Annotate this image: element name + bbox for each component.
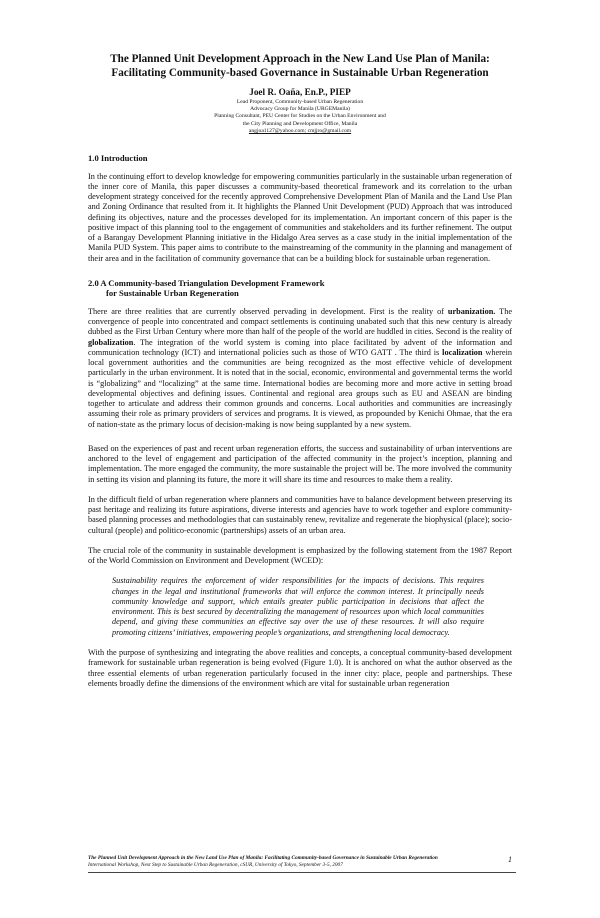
heading-text: 1.0 Introduction bbox=[88, 153, 148, 164]
paper-page bbox=[88, 52, 512, 699]
experiences-paragraph: Based on the experiences of past and recent urban regeneration efforts, the success and sustainability of urban interventions are anchored to the level of engagement and participation of the affected community in the project’s inception, planning and implementation. The more engaged the community, the more sustainable the project will be. The more involved the community in setting its vision and planning its future, the more it will share its time and resources to make them a reality. bbox=[88, 443, 512, 484]
synthesis-paragraph: With the purpose of synthesizing and integrating the above realities and concepts, a conceptual community-based development framework for sustainable urban regeneration is being evolved (Figure 1.0). It is anchored on what the author observed as the three essential elements of urban regeneration particularly focused in the inner city: place, people and partnerships. These elements broadly define the dimensions of the environment which are vital for sustainable urban regeneration bbox=[88, 648, 512, 688]
wced-quote: Sustainability requires the enforcement of wider responsibilities for the impacts of decisions. This requires changes in the legal and institutional frameworks that will enforce the common interest. It principally needs community knowledge and support, which entails greater public participation in decisions that affect the environment. This is best secured by decentralizing the management of resources upon which local communities depend, and giving these communities an effective say over the use of these resources. It will also require promoting citizens’ initiatives, empowering people’s organizations, and strengthening local democracy. bbox=[112, 576, 484, 637]
page-footer bbox=[88, 855, 512, 869]
page-number: 1 bbox=[508, 855, 512, 864]
title-line-2: Facilitating Community-based Governance in Sustainable Urban Regeneration bbox=[111, 67, 489, 79]
affiliation-line: Planning Consultant, PEU Center for Studies on the Urban Environment and bbox=[214, 113, 386, 120]
intro-paragraph: In the continuing effort to develop knowledge for empowering communities particularly in the sustainable urban regeneration of the inner core of Manila, this paper discusses a community-based theoretical framework and its correlation to the urban development strategy conceived for the recently approved Comprehensive Development Plan of Manila and the Land Use Plan and Zoning Ordinance that resulted from it. It highlights the Planned Unit Development (PUD) Approach that was introduced defining its objectives, nature and the processes developed for its implementation. An important concern of this paper is the positive impact of this planning tool to the engagement of communities and stakeholders and its further refinement. The output of a Barangay Development Planning initiative in the Hidalgo Area serves as a case study in the initial implementation of the Manila PUD System. This paper aims to contribute to the mainstreaming of the community in the planning and management of their area and in the facilitation of community governance that can be a building block for sustainable urban regeneration. bbox=[88, 171, 512, 263]
title-line-1: The Planned Unit Development Approach in the New Land Use Plan of Manila: bbox=[110, 53, 490, 65]
author-email-link[interactable]: angjoa1127@yahoo.com; cmjjro@gmail.com bbox=[248, 127, 352, 134]
footer-rule bbox=[88, 872, 516, 873]
term-urbanization: urbanization. bbox=[447, 306, 496, 316]
heading-text-line-2: for Sustainable Urban Regeneration bbox=[106, 288, 239, 299]
paper-title bbox=[88, 52, 512, 80]
wced-intro-paragraph: The crucial role of the community in sustainable development is emphasized by the following statement from the 1987 Report of the World Commission on Environment and Development (WCED): bbox=[88, 545, 512, 566]
author-affiliation bbox=[88, 99, 512, 135]
heading-text: 2.0 A Community-based Triangulation Development Framework bbox=[88, 277, 325, 288]
footer-title: The Planned Unit Development Approach in the New Land Use Plan of Manila: Facilitating Community-based Governance in Sustainable Urban Regeneration bbox=[88, 855, 438, 861]
term-globalization: globalization bbox=[88, 337, 134, 347]
regeneration-paragraph: In the difficult field of urban regeneration where planners and communities have to balance development between preserving its past heritage and realizing its future aspirations, diverse interests and agencies have to work together and explore community-based planning processes and methodologies that can sustainably renew, revitalize and regenerate the biophysical (place); socio-cultural (people) and politico-economic (partnerships) assets of an urban area. bbox=[88, 494, 512, 535]
section-heading-framework bbox=[88, 278, 512, 299]
footer-venue: International Workshop, Next Step to Sustainable Urban Regeneration, cSUR, University of Tokyo, September 3-5, 2007 bbox=[88, 862, 343, 868]
affiliation-line: Lead Proponent, Community-based Urban Regeneration bbox=[236, 99, 364, 105]
author-name: Joel R. Oaña, En.P., PIEP bbox=[249, 87, 351, 97]
realities-paragraph: There are three realities that are currently observed pervading in development. First is the reality of urbanization. The convergence of people into concentrated and compact settlements is continuing unabated such that this new century is already dubbed as the First Urban Century where more than half of the people of the world are huddled in cities. Second is the reality of globalization. The integration of the world system is coming into place facilitated by advent of the information and communication technology (ICT) and international policies such as those of WTO GATT . The third is localization wherein local government authorities and the communities are being recognized as the most effective vehicle of development particularly in the urban environment. It is noted that in the social, economic, environmental and governmental terms the world is “globalizing” and “localizing” at the same time. International bodies are becoming more and more active in setting broad developmental objectives and defining issues. Continental and regional area groups such as EU and ASEAN are binding together to articulate and address their common grounds and concerns. Local authorities and communities are increasingly assuming their role as primary providers of services and programs. It is viewed, as propounded by Kenichi Ohmae, that the era of nation-state as the primary locus of decision-making is now being supplanted by a new system. bbox=[88, 306, 512, 429]
section-heading-introduction bbox=[88, 153, 512, 164]
affiliation-line: the City Planning and Development Office, Manila bbox=[242, 120, 358, 127]
term-localization: localization bbox=[442, 347, 483, 357]
affiliation-line: Advocacy Group for Manila (URGEManila) bbox=[250, 106, 350, 113]
